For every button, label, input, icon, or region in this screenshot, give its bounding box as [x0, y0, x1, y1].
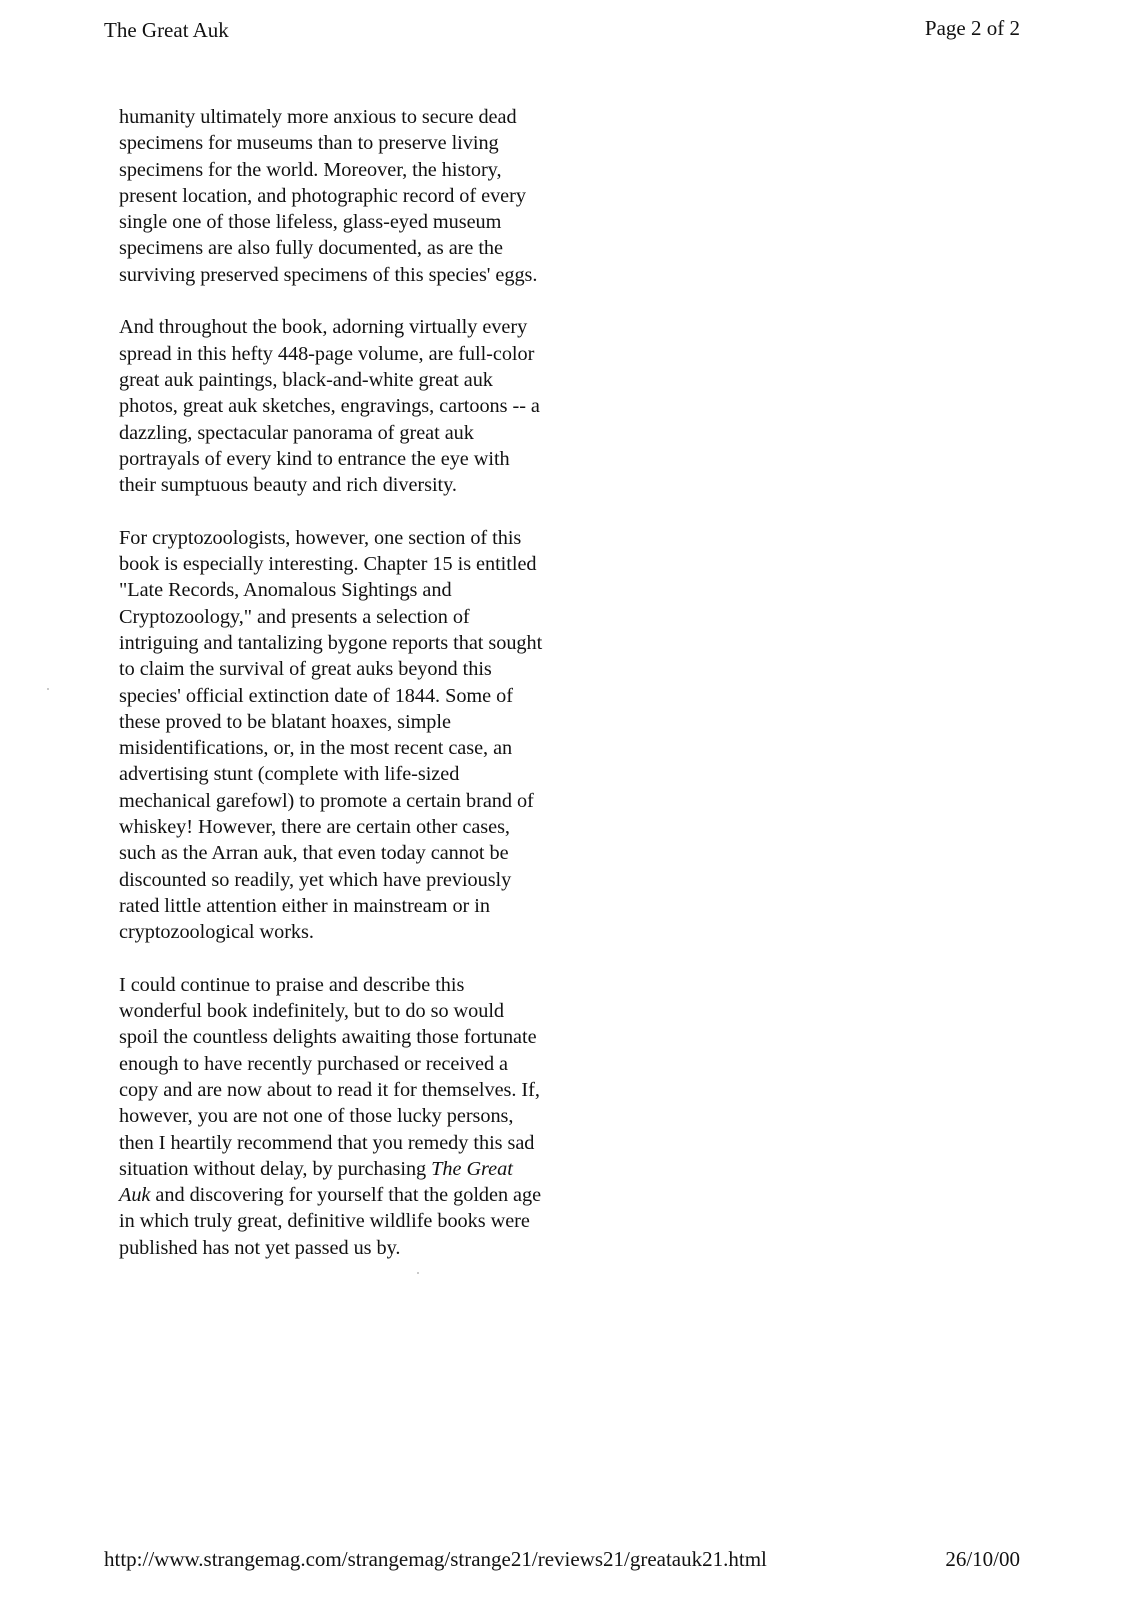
text-line: specimens are also fully documented, as are the: [119, 237, 503, 260]
text-line: humanity ultimately more anxious to secure dead: [119, 106, 517, 128]
book-title-italic: The Great: [431, 1157, 513, 1180]
text-line: their sumptuous beauty and rich diversity.: [119, 474, 457, 497]
text-line: specimens for museums than to preserve living: [119, 132, 499, 155]
text-line: such as the Arran auk, that even today cannot be: [119, 842, 509, 865]
paragraph-1: [119, 104, 619, 288]
text-line: portrayals of every kind to entrance the eye with: [119, 447, 510, 470]
text-line: dazzling, spectacular panorama of great auk: [119, 421, 474, 444]
text-line: specimens for the world. Moreover, the history,: [119, 158, 502, 181]
text-line: spoil the countless delights awaiting those fortunate: [119, 1026, 537, 1049]
text-line: cryptozoological works.: [119, 921, 314, 944]
print-date: 26/10/00: [945, 1547, 1020, 1571]
text-line: enough to have recently purchased or received a: [119, 1052, 509, 1075]
document-title: The Great Auk: [104, 18, 229, 42]
text-line: I could continue to praise and describe this: [119, 973, 465, 996]
scan-speck: [47, 688, 49, 690]
text-line: rated little attention either in mainstream or in: [119, 894, 490, 917]
text-line: to claim the survival of great auks beyond this: [119, 658, 492, 681]
text-line: intriguing and tantalizing bygone reports that sought: [119, 631, 543, 654]
text-line: however, you are not one of those lucky persons,: [119, 1105, 514, 1128]
text-line: in which truly great, definitive wildlife books were: [119, 1210, 530, 1233]
text-line: wonderful book indefinitely, but to do so would: [119, 1000, 505, 1023]
text-line: single one of those lifeless, glass-eyed museum: [119, 211, 502, 234]
text-line: spread in this hefty 448-page volume, are full-color: [119, 342, 535, 365]
text-line: advertising stunt (complete with life-sized: [119, 763, 460, 786]
text-line: whiskey! However, there are certain other cases,: [119, 816, 510, 839]
text-line: copy and are now about to read it for themselves. If,: [119, 1078, 540, 1101]
text-line: misidentifications, or, in the most recent case, an: [119, 737, 513, 760]
text-line: species' official extinction date of 1844. Some of: [119, 684, 513, 707]
paragraph-3: [119, 525, 619, 946]
text-line: photos, great auk sketches, engravings, cartoons -- a: [119, 395, 540, 418]
text-line: discounted so readily, yet which have previously: [119, 868, 512, 891]
text-fragment: and discovering for yourself that the golden age: [150, 1184, 542, 1207]
text-line: book is especially interesting. Chapter 15 is entitled: [119, 553, 537, 576]
text-line: then I heartily recommend that you remedy this sad: [119, 1131, 535, 1154]
text-line: present location, and photographic record of every: [119, 184, 526, 207]
paragraph-2: [119, 314, 619, 498]
source-url: http://www.strangemag.com/strangemag/strange21/reviews21/greatauk21.html: [104, 1547, 767, 1571]
article-body: [119, 104, 619, 1287]
text-line: Cryptozoology," and presents a selection of: [119, 605, 470, 628]
text-line: these proved to be blatant hoaxes, simple: [119, 710, 451, 733]
text-line: great auk paintings, black-and-white great auk: [119, 368, 493, 391]
paragraph-4: [119, 972, 619, 1261]
text-line: And throughout the book, adorning virtually every: [119, 316, 528, 339]
text-line: For cryptozoologists, however, one section of this: [119, 526, 522, 549]
text-line: "Late Records, Anomalous Sightings and: [119, 579, 452, 602]
book-title-italic: Auk: [119, 1184, 151, 1207]
scan-speck: [417, 1272, 419, 1274]
page-number: Page 2 of 2: [924, 16, 1020, 40]
text-line: published has not yet passed us by.: [119, 1236, 401, 1259]
text-line-with-italic-title: [119, 1182, 619, 1208]
text-line: mechanical garefowl) to promote a certain brand of: [119, 789, 534, 812]
text-line-with-italic-title: [119, 1156, 619, 1182]
text-line: surviving preserved specimens of this species' eggs.: [119, 263, 538, 286]
text-fragment: situation without delay, by purchasing: [119, 1157, 432, 1180]
